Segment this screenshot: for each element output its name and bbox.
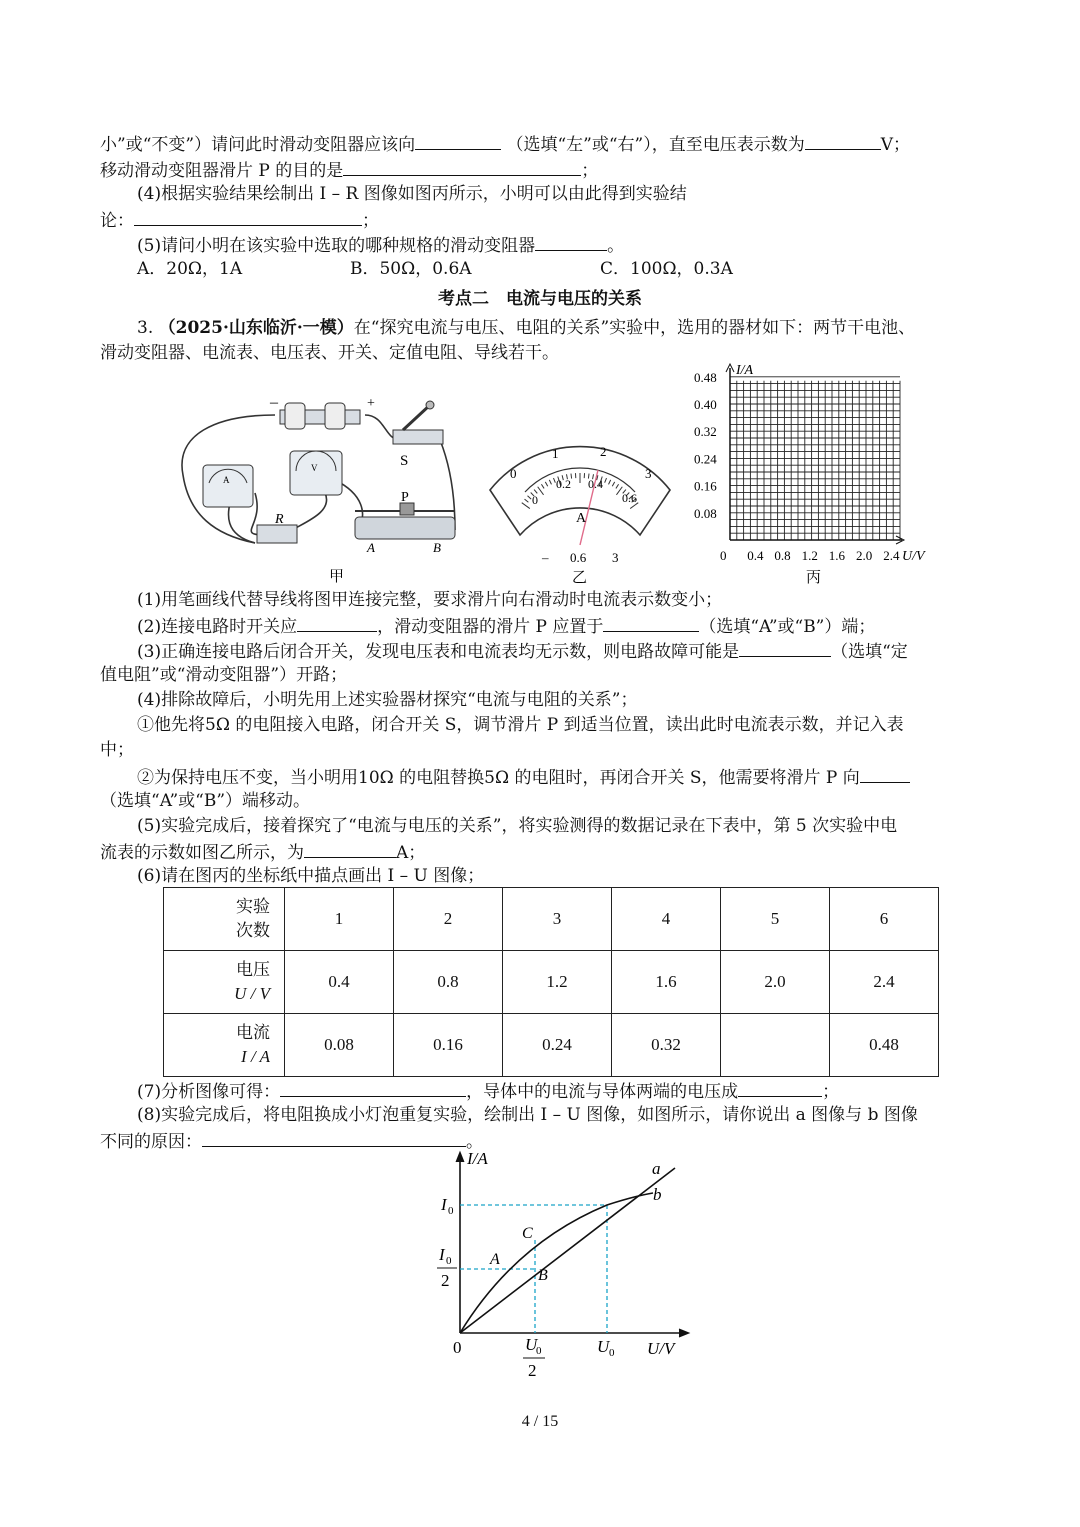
text-fragment: (7)分析图像可得： bbox=[137, 1082, 281, 1102]
slider-label: P bbox=[401, 490, 409, 505]
table-cell: 3 bbox=[503, 888, 612, 951]
question-text: （选填“A”或“B”）端移动。 bbox=[100, 791, 311, 811]
circuit-figure bbox=[175, 385, 465, 585]
text-fragment: 流表的示数如图乙所示，为 bbox=[100, 843, 304, 863]
text-line bbox=[137, 1078, 839, 1104]
question-text: (1)用笔画线代替导线将图甲连接完整，要求滑片向右滑动时电流表示数变小； bbox=[137, 590, 723, 610]
half-i0-subscript: 0 bbox=[446, 1255, 452, 1267]
text-line bbox=[100, 839, 425, 865]
table-cell: 2.0 bbox=[721, 951, 830, 1014]
table-row bbox=[164, 951, 939, 1014]
outer-scale-label: 2 bbox=[600, 444, 607, 459]
i0-subscript: 0 bbox=[448, 1205, 454, 1217]
half-i0-denominator: 2 bbox=[441, 1271, 450, 1290]
y-axis-label: I/A bbox=[736, 363, 754, 378]
answer-blank[interactable] bbox=[805, 131, 881, 150]
question-header bbox=[137, 316, 915, 340]
ammeter-face-label: A bbox=[223, 475, 230, 485]
data-table bbox=[163, 887, 939, 1077]
scale-tick bbox=[571, 474, 572, 479]
origin-label: 0 bbox=[453, 1338, 462, 1357]
x-tick-label: 0.8 bbox=[774, 548, 791, 563]
inner-scale-label: 0 bbox=[532, 493, 538, 507]
text-line bbox=[137, 232, 624, 258]
x-tick-label: 0.4 bbox=[747, 548, 764, 563]
table-cell[interactable] bbox=[721, 1014, 830, 1077]
coordinate-grid bbox=[690, 360, 940, 590]
text-fragment: 移动滑动变阻器滑片 P 的目的是 bbox=[100, 161, 344, 181]
table-cell: 0.16 bbox=[394, 1014, 503, 1077]
answer-blank[interactable] bbox=[603, 613, 699, 632]
text-fragment: ，滑动变阻器的滑片 P 应置于 bbox=[377, 617, 604, 637]
table-cell: 5 bbox=[721, 888, 830, 951]
point-b-label: B bbox=[538, 1267, 548, 1284]
question-text: 中； bbox=[100, 740, 134, 760]
half-u0-subscript: 0 bbox=[536, 1345, 542, 1357]
choice-c: C．100Ω，0.3A bbox=[600, 259, 733, 279]
y-tick-label: 0.40 bbox=[694, 397, 717, 412]
x-tick-label: 0 bbox=[720, 548, 727, 563]
question-text: (8)实验完成后，将电阻换成小灯泡重复实验，绘制出 I – U 图像，如图所示，请你说出 a 图像与 b 图像 bbox=[137, 1105, 918, 1125]
text-fragment: (3)正确连接电路后闭合开关，发现电压表和电流表均无示数，则电路故障可能是 bbox=[137, 642, 740, 662]
inner-scale-label: 0.2 bbox=[556, 477, 571, 491]
outer-scale-label: 0 bbox=[510, 466, 517, 481]
question-text: (5)实验完成后，接着探究了“电流与电压的关系”，将实验测得的数据记录在下表中，第 5 次实验中电 bbox=[137, 816, 898, 836]
answer-blank[interactable] bbox=[535, 232, 607, 251]
x-tick-label: 1.6 bbox=[828, 548, 846, 563]
choice-a: A．20Ω，1A bbox=[137, 259, 243, 279]
row-header: 实验 次数 bbox=[164, 888, 285, 951]
table-cell: 6 bbox=[830, 888, 939, 951]
text-fragment: 小”或“不变”）请问此时滑动变阻器应该向 bbox=[100, 135, 416, 155]
u0-label: U bbox=[597, 1337, 610, 1356]
terminal-b-label: B bbox=[433, 540, 441, 555]
answer-blank[interactable] bbox=[280, 1078, 466, 1097]
iu-graph bbox=[425, 1148, 695, 1388]
ammeter-figure bbox=[480, 430, 680, 590]
table-cell: 0.4 bbox=[285, 951, 394, 1014]
answer-blank[interactable] bbox=[202, 1128, 466, 1147]
unit-label: A bbox=[576, 511, 587, 526]
question-source: （2025·山东临沂·一模） bbox=[158, 318, 354, 338]
text-fragment: （选填“左”或“右”），直至电压表示数为 bbox=[506, 135, 805, 155]
text-line bbox=[137, 638, 908, 664]
text-line bbox=[137, 613, 875, 639]
half-i0-label: I bbox=[439, 1245, 445, 1264]
text-fragment: (2)连接电路时开关应 bbox=[137, 617, 298, 637]
question-text: 值电阻”或“滑动变阻器”）开路； bbox=[100, 665, 348, 685]
text-fragment: A； bbox=[396, 843, 426, 863]
row-header: 电流 I / A bbox=[164, 1014, 285, 1077]
terminal-label: 3 bbox=[612, 550, 619, 565]
inner-scale-label: 0.6 bbox=[622, 491, 637, 505]
answer-blank[interactable] bbox=[304, 839, 396, 858]
text-fragment: ； bbox=[581, 161, 599, 181]
table-cell: 0.08 bbox=[285, 1014, 394, 1077]
table-cell: 1.6 bbox=[612, 951, 721, 1014]
half-u0-label: U bbox=[525, 1335, 538, 1354]
answer-blank[interactable] bbox=[860, 764, 910, 783]
point-a-label: A bbox=[490, 1251, 500, 1268]
section-title: 考点二 电流与电压的关系 bbox=[438, 289, 642, 309]
text-line bbox=[137, 764, 910, 790]
figure-caption: 甲 bbox=[329, 569, 345, 585]
table-cell: 0.32 bbox=[612, 1014, 721, 1077]
terminal-label: 0.6 bbox=[570, 550, 587, 565]
page-number: 4 / 15 bbox=[521, 1413, 559, 1430]
table-cell: 2.4 bbox=[830, 951, 939, 1014]
text-fragment: V； bbox=[880, 135, 911, 155]
answer-blank[interactable] bbox=[343, 157, 581, 176]
voltmeter-face-label: V bbox=[311, 463, 318, 473]
choice-b: B．50Ω，0.6A bbox=[350, 259, 472, 279]
y-tick-label: 0.32 bbox=[694, 424, 717, 440]
text-fragment: 。 bbox=[607, 236, 625, 256]
text-line bbox=[100, 207, 379, 233]
table-cell: 0.48 bbox=[830, 1014, 939, 1077]
row-header: 电压 U / V bbox=[164, 951, 285, 1014]
y-tick-label: 0.08 bbox=[694, 505, 717, 521]
x-axis-label: U/V bbox=[647, 1339, 675, 1358]
inner-scale-label: 0.4 bbox=[588, 477, 603, 491]
question-text: 滑动变阻器、电流表、电压表、开关、定值电阻、导线若干。 bbox=[100, 343, 559, 363]
table-cell: 1.2 bbox=[503, 951, 612, 1014]
text-fragment: ； bbox=[362, 211, 379, 231]
table-row bbox=[164, 888, 939, 951]
answer-blank[interactable] bbox=[134, 207, 362, 226]
table-cell: 0.8 bbox=[394, 951, 503, 1014]
curve-a-label: a bbox=[652, 1159, 661, 1178]
text-line bbox=[100, 157, 598, 183]
figure-caption: 乙 bbox=[572, 570, 588, 586]
resistor-label: R bbox=[275, 512, 284, 527]
table-row bbox=[164, 1014, 939, 1077]
text-fragment: ②为保持电压不变，当小明用10Ω 的电阻替换5Ω 的电阻时，再闭合开关 S，他需要将滑片 P 向 bbox=[137, 768, 860, 788]
point-c-label: C bbox=[522, 1225, 533, 1242]
table-cell: 4 bbox=[612, 888, 721, 951]
battery-plus-label: + bbox=[367, 396, 375, 411]
question-text: (4)根据实验结果绘制出 I – R 图像如图丙所示，小明可以由此得到实验结 bbox=[137, 184, 687, 204]
table-cell: 1 bbox=[285, 888, 394, 951]
terminal-label: – bbox=[542, 550, 549, 565]
text-fragment: （选填“定 bbox=[831, 642, 908, 662]
u0-subscript: 0 bbox=[609, 1347, 615, 1359]
table-cell: 0.24 bbox=[503, 1014, 612, 1077]
question-text: (4)排除故障后，小明先用上述实验器材探究“电流与电阻的关系”； bbox=[137, 690, 638, 710]
y-tick-label: 0.48 bbox=[694, 369, 717, 385]
curve-b-label: b bbox=[653, 1185, 662, 1204]
x-tick-label: 1.2 bbox=[801, 548, 818, 563]
terminal-a-label: A bbox=[367, 540, 375, 555]
question-text: ①他先将5Ω 的电阻接入电路，闭合开关 S，调节滑片 P 到适当位置，读出此时电流表示数，并记入表 bbox=[137, 715, 904, 735]
text-fragment: ，导体中的电流与导体两端的电压成 bbox=[466, 1082, 739, 1102]
y-tick-label: 0.16 bbox=[694, 478, 717, 494]
half-u0-denominator: 2 bbox=[528, 1361, 537, 1380]
table-cell: 2 bbox=[394, 888, 503, 951]
question-number: 3. bbox=[137, 318, 154, 338]
question-text: 在“探究电流与电压、电阻的关系”实验中，选用的器材如下：两节干电池、 bbox=[353, 318, 916, 338]
x-tick-label: 2.0 bbox=[856, 548, 873, 563]
figure-caption: 丙 bbox=[806, 570, 822, 586]
question-text: (6)请在图丙的坐标纸中描点画出 I – U 图像； bbox=[137, 866, 485, 886]
text-line bbox=[100, 131, 910, 157]
x-axis-label: U/V bbox=[902, 549, 925, 564]
text-fragment: 论： bbox=[100, 211, 134, 231]
answer-blank[interactable] bbox=[739, 638, 831, 657]
y-tick-label: 0.24 bbox=[694, 451, 717, 467]
battery-minus-label: – bbox=[270, 394, 278, 411]
text-fragment: 不同的原因： bbox=[100, 1132, 202, 1152]
switch-label: S bbox=[400, 453, 409, 469]
text-fragment: （选填“A”或“B”）端； bbox=[699, 617, 876, 637]
answer-blank[interactable] bbox=[738, 1078, 822, 1097]
text-fragment: ； bbox=[822, 1082, 840, 1102]
outer-scale-label: 3 bbox=[645, 466, 652, 481]
text-fragment: 。 bbox=[466, 1132, 483, 1152]
y-axis-label: I/A bbox=[467, 1149, 488, 1168]
text-fragment: (5)请问小明在该实验中选取的哪种规格的滑动变阻器 bbox=[137, 236, 536, 256]
answer-blank[interactable] bbox=[297, 613, 377, 632]
outer-scale-label: 1 bbox=[552, 446, 559, 461]
answer-blank[interactable] bbox=[415, 131, 501, 150]
x-tick-label: 2.4 bbox=[883, 548, 900, 563]
i0-label: I bbox=[441, 1195, 447, 1214]
